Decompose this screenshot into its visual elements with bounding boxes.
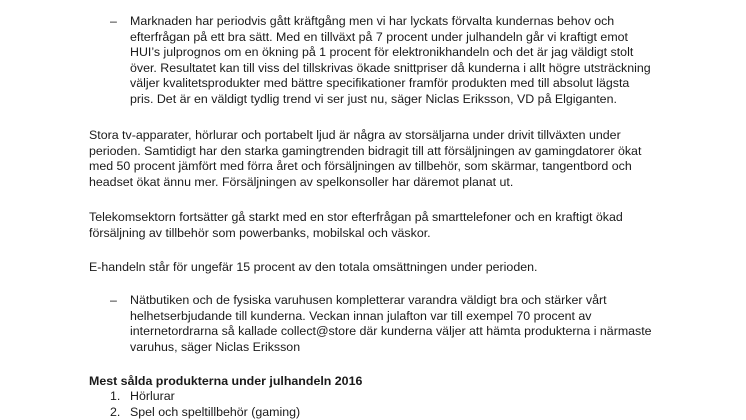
paragraph-telekom [89, 210, 659, 241]
quote-block-2 [110, 293, 670, 357]
text-line: E-handeln står för ungefär 15 procent av den totala omsättningen under perioden. [89, 260, 659, 276]
text-line: perioden. Samtidigt har den starka gamingtrenden bidragit till att försäljningen av gamingdatorer ökat [89, 144, 659, 160]
section-heading: Mest sålda produkterna under julhandeln 2016 [89, 374, 659, 390]
text-line: HUI’s julprognos om en ökning på 1 procent för elektronikhandeln och det är jag väldigt stolt [130, 45, 670, 61]
text-line: Marknaden har periodvis gått kräftgång men vi har lyckats förvalta kundernas behov och [130, 14, 670, 30]
text-line: med 50 procent jämfört med förra året och försäljningen av tillbehör, som skärmar, tangentbord och [89, 159, 659, 175]
text-line: Telekomsektorn fortsätter gå starkt med en stor efterfrågan på smarttelefoner och en kraftigt ökad [89, 210, 659, 226]
text-line: pris. Det är en väldigt tydlig trend vi ser just nu, säger Niclas Eriksson, VD på Elgiganten. [130, 92, 670, 108]
text-line: headset ökat ännu mer. Försäljningen av spelkonsoller har däremot planat ut. [89, 175, 659, 191]
list-label: Hörlurar [130, 389, 175, 403]
text-line: helhetserbjudande till kunderna. Veckan innan julafton var till exempel 70 procent av [130, 309, 670, 325]
list-item [110, 389, 510, 405]
text-line: internetordrarna så kallade collect@store där kunderna väljer att hämta produkterna i närmaste [130, 324, 670, 340]
dash-bullet: – [110, 14, 117, 30]
paragraph-ehandel [89, 260, 659, 276]
list-number: 2. [110, 405, 130, 420]
quote-text-1 [130, 14, 670, 107]
paragraph-tv [89, 128, 659, 190]
text-line: Stora tv-apparater, hörlurar och portabelt ljud är några av storsäljarna under drivit tillväxten under [89, 128, 659, 144]
ranking-list [110, 389, 510, 420]
dash-bullet: – [110, 293, 117, 309]
list-item [110, 405, 510, 420]
quote-text-2 [130, 293, 670, 355]
text-line: väljer kvalitetsprodukter med bättre specifikationer framför produkten med till absolut lägsta [130, 76, 670, 92]
text-line: över. Resultatet kan till viss del tillskrivas ökade snittpriser då kunderna i allt högre utsträckning [130, 61, 670, 77]
text-line: varuhus, säger Niclas Eriksson [130, 340, 670, 356]
text-line: Nätbutiken och de fysiska varuhusen kompletterar varandra väldigt bra och stärker vårt [130, 293, 670, 309]
list-label: Spel och speltillbehör (gaming) [130, 405, 300, 419]
quote-block-1 [110, 14, 670, 110]
text-line: efterfrågan på ett bra sätt. Med en tillväxt på 7 procent under julhandeln går vi kraftigt emot [130, 30, 670, 46]
text-line: försäljning av tillbehör som powerbanks, mobilskal och väskor. [89, 226, 659, 242]
list-number: 1. [110, 389, 130, 405]
